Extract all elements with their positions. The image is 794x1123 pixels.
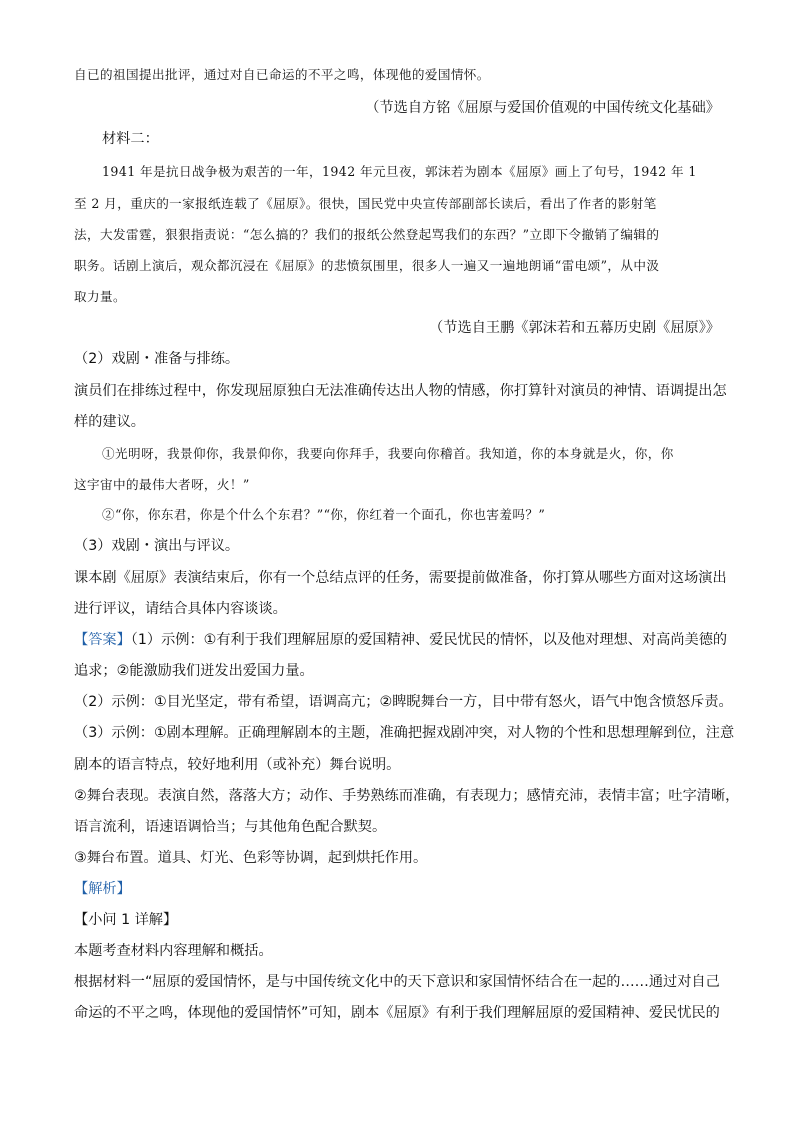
answer-3-line-1: （3）示例：①剧本理解。正确理解剧本的主题，准确把握戏剧冲突，对人物的个性和思想理解到位，注意 bbox=[74, 725, 735, 741]
material2-line-3: 法，大发雷霆，狠狠指责说：“怎么搞的？我们的报纸公然登起骂我们的东西？”立即下令撤销了编辑的 bbox=[74, 227, 660, 242]
q2-quote2: ②“你，你东君，你是个什么个东君？”“你，你红着一个面孔，你也害羞吗？” bbox=[102, 507, 546, 522]
answer-3-line-2: 剧本的语言特点，较好地利用（或补充）舞台说明。 bbox=[74, 757, 401, 773]
q2-prompt-line-1: 演员们在排练过程中，你发现屈原独白无法准确传达出人物的情感，你打算针对演员的神情、语调提出怎 bbox=[74, 383, 727, 399]
answer-3-3: ③舞台布置。道具、灯光、色彩等协调，起到烘托作用。 bbox=[74, 850, 428, 866]
material2-source: （节选自王鹏《郭沫若和五幕历史剧《屈原》》 bbox=[429, 320, 720, 336]
analysis-line-3: 命运的不平之鸣，体现他的爱国情怀”可知，剧本《屈原》有利于我们理解屈原的爱国精神、爱民忧民的 bbox=[74, 1005, 720, 1021]
answer-2: （2）示例：①目光坚定，带有希望，语调高亢；②睥睨舞台一方，目中带有怒火，语气中饱含愤怒斥责。 bbox=[74, 694, 733, 710]
material1-source: （节选自方铭《屈原与爱国价值观的中国传统文化基础》 bbox=[365, 100, 720, 116]
q3-prompt-line-1: 课本剧《屈原》表演结束后，你有一个总结点评的任务，需要提前做准备，你打算从哪些方面对这场演出 bbox=[74, 570, 727, 586]
q2-quote1-line-2: 这宇宙中的最伟大者呀，火！” bbox=[74, 477, 250, 492]
material2-line-4: 职务。话剧上演后，观众都沉浸在《屈原》的悲愤氛围里，很多人一遍又一遍地朗诵“雷电颂”，从中汲 bbox=[74, 258, 660, 273]
q2-title: （2）戏剧・准备与排练。 bbox=[74, 351, 240, 367]
analysis-tag: 【解析】 bbox=[74, 881, 131, 897]
answer-3-2-line-1: ②舞台表现。表演自然，落落大方；动作、手势熟练而准确，有表现力；感情充沛，表情丰富；吐字清晰， bbox=[74, 788, 740, 804]
analysis-line-2: 根据材料一“屈原的爱国情怀，是与中国传统文化中的天下意识和家国情怀结合在一起的……通过对自己 bbox=[74, 974, 720, 990]
q2-prompt-line-2: 样的建议。 bbox=[74, 414, 145, 430]
answer-tag: 【答案】 bbox=[74, 632, 131, 648]
q3-title: （3）戏剧・演出与评议。 bbox=[74, 538, 240, 554]
answer-3-2-line-2: 语言流利，语速语调恰当；与其他角色配合默契。 bbox=[74, 819, 387, 835]
answer-1-line-1: （1）示例：①有利于我们理解屈原的爱国精神、爱民忧民的情怀，以及他对理想、对高尚美德的 bbox=[130, 632, 728, 648]
answer-line-1 bbox=[74, 631, 727, 649]
material1-last-line: 自已的祖国提出批评，通过对自已命运的不平之鸣，体现他的爱国情怀。 bbox=[74, 67, 490, 82]
material2-line-1: 1941 年是抗日战争极为艰苦的一年，1942 年元旦夜，郭沫若为剧本《屈原》画上了句号，1942 年 1 bbox=[102, 164, 697, 179]
q3-prompt-line-2: 进行评议，请结合具体内容谈谈。 bbox=[74, 601, 287, 617]
answer-1-line-2: 追求；②能激励我们迸发出爱国力量。 bbox=[74, 663, 314, 679]
material2-line-2: 至 2 月，重庆的一家报纸连载了《屈原》。很快，国民党中央宣传部副部长读后，看出了作者的影射笔 bbox=[74, 196, 657, 211]
q2-quote1-line-1: ①光明呀，我景仰你，我景仰你，我要向你拜手，我要向你稽首。我知道，你的本身就是火，你，你 bbox=[102, 446, 674, 461]
material2-heading: 材料二： bbox=[102, 131, 159, 147]
material2-line-5: 取力量。 bbox=[74, 289, 126, 304]
analysis-subheading-1: 【小问 1 详解】 bbox=[74, 912, 178, 928]
analysis-line-1: 本题考查材料内容理解和概括。 bbox=[74, 943, 273, 959]
